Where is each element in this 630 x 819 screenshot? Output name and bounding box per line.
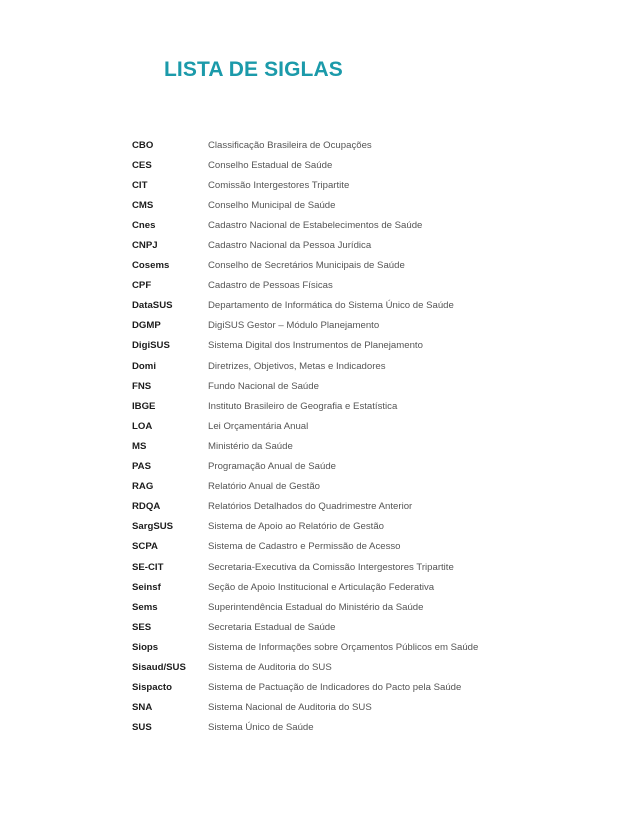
acronym-meaning: Conselho Estadual de Saúde [208,159,333,171]
acronym: Seinsf [132,581,161,593]
acronym: CPF [132,280,152,292]
acronym-meaning: Superintendência Estadual do Ministério da Saúde [208,601,424,613]
acronym: Domi [132,360,156,372]
acronym-row [132,235,512,255]
acronym: DigiSUS [132,340,170,352]
acronym: SCPA [132,541,158,553]
acronym-row [132,457,512,477]
acronym-row [132,296,512,316]
acronym: FNS [132,380,152,392]
acronym: SNA [132,702,153,714]
page-title: LISTA DE SIGLAS [164,58,343,81]
acronym-meaning: Seção de Apoio Institucional e Articulação Federativa [208,581,435,593]
acronym-row [132,276,512,296]
acronym-meaning: Lei Orçamentária Anual [208,420,309,432]
acronym-row [132,477,512,497]
acronym-row [132,537,512,557]
acronym-row [132,617,512,637]
acronym-row [132,718,512,738]
acronym: CIT [132,179,148,191]
acronym-meaning: Sistema de Informações sobre Orçamentos Públicos em Saúde [208,641,479,653]
acronym-meaning: DigiSUS Gestor – Módulo Planejamento [208,320,380,332]
acronym: Cnes [132,219,156,231]
acronym-row [132,376,512,396]
acronym-meaning: Sistema de Apoio ao Relatório de Gestão [208,521,384,533]
acronym-row [132,657,512,677]
acronym-meaning: Conselho de Secretários Municipais de Saúde [208,260,405,272]
acronym-meaning: Sistema Digital dos Instrumentos de Planejamento [208,340,423,352]
acronym-meaning: Ministério da Saúde [208,440,293,452]
acronym-row [132,557,512,577]
acronym-meaning: Relatório Anual de Gestão [208,481,321,493]
acronym-row [132,517,512,537]
acronym: Sems [132,601,158,613]
acronym-meaning: Conselho Municipal de Saúde [208,199,336,211]
acronym-meaning: Departamento de Informática do Sistema Único de Saúde [208,300,454,312]
acronym-meaning: Cadastro de Pessoas Físicas [208,280,333,292]
acronym-row [132,396,512,416]
acronym-meaning: Sistema Único de Saúde [208,722,314,734]
acronym: CMS [132,199,154,211]
acronym: CES [132,159,152,171]
acronym-row [132,135,512,155]
acronym-meaning: Sistema de Pactuação de Indicadores do Pacto pela Saúde [208,682,462,694]
acronym-row [132,678,512,698]
acronym-row [132,256,512,276]
acronym-meaning: Secretaria Estadual de Saúde [208,621,336,633]
acronym-meaning: Sistema Nacional de Auditoria do SUS [208,702,372,714]
acronym-meaning: Cadastro Nacional de Estabelecimentos de Saúde [208,219,423,231]
acronym-list [132,135,512,738]
acronym-meaning: Cadastro Nacional da Pessoa Jurídica [208,240,372,252]
acronym-row [132,195,512,215]
acronym-row [132,436,512,456]
acronym-row [132,597,512,617]
acronym: RAG [132,481,154,493]
acronym: PAS [132,461,152,473]
acronym: CBO [132,139,154,151]
acronym: SE-CIT [132,561,164,573]
acronym: DGMP [132,320,161,332]
acronym-meaning: Secretaria-Executiva da Comissão Intergestores Tripartite [208,561,454,573]
acronym-row [132,336,512,356]
acronym-row [132,497,512,517]
acronym-meaning: Sistema de Auditoria do SUS [208,661,332,673]
acronym: Sisaud/SUS [132,661,186,673]
acronym: LOA [132,420,153,432]
acronym-meaning: Classificação Brasileira de Ocupações [208,139,372,151]
acronym: DataSUS [132,300,173,312]
acronym: CNPJ [132,240,158,252]
acronym-row [132,215,512,235]
acronym-row [132,175,512,195]
acronym-row [132,577,512,597]
acronym: MS [132,440,147,452]
acronym: Cosems [132,260,170,272]
acronym-row [132,698,512,718]
acronym: IBGE [132,400,156,412]
acronym-meaning: Fundo Nacional de Saúde [208,380,319,392]
acronym-row [132,155,512,175]
acronym: Sispacto [132,682,172,694]
acronym-row [132,416,512,436]
acronym-row [132,637,512,657]
acronym: SargSUS [132,521,174,533]
acronym-meaning: Comissão Intergestores Tripartite [208,179,350,191]
acronym-meaning: Programação Anual de Saúde [208,461,337,473]
acronym: SES [132,621,152,633]
acronym-meaning: Sistema de Cadastro e Permissão de Acesso [208,541,401,553]
acronym-meaning: Diretrizes, Objetivos, Metas e Indicadores [208,360,386,372]
acronym: SUS [132,722,152,734]
acronym: RDQA [132,501,161,513]
acronym-meaning: Relatórios Detalhados do Quadrimestre Anterior [208,501,413,513]
acronym: Siops [132,641,159,653]
acronym-meaning: Instituto Brasileiro de Geografia e Estatística [208,400,398,412]
acronym-row [132,316,512,336]
acronym-row [132,356,512,376]
